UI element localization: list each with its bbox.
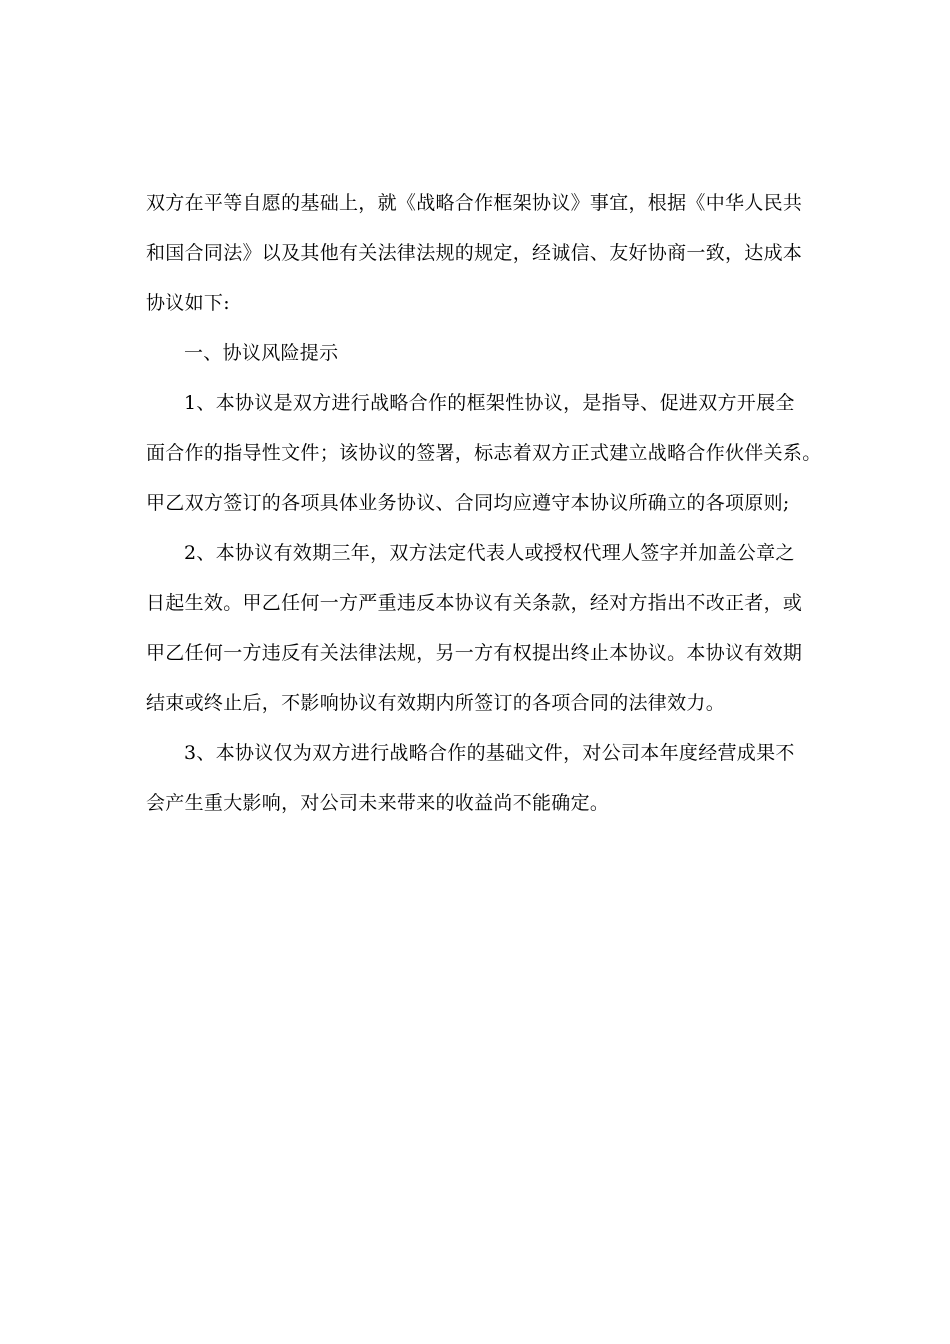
intro-line: 和国合同法》以及其他有关法律法规的规定，经诚信、友好协商一致，达成本 — [146, 242, 803, 264]
clause-line: 甲乙任何一方违反有关法律法规，另一方有权提出终止本协议。本协议有效期 — [146, 642, 803, 664]
clause-line: 1、本协议是双方进行战略合作的框架性协议，是指导、促进双方开展全 — [184, 392, 795, 414]
clause-line: 3、本协议仅为双方进行战略合作的基础文件，对公司本年度经营成果不 — [184, 742, 795, 764]
clause-3 — [146, 728, 826, 828]
clause-1 — [146, 378, 826, 528]
intro-line: 双方在平等自愿的基础上，就《战略合作框架协议》事宜，根据《中华人民共 — [146, 192, 803, 214]
document-body — [146, 178, 826, 828]
clause-line: 甲乙双方签订的各项具体业务协议、合同均应遵守本协议所确立的各项原则; — [146, 492, 790, 514]
clause-line: 日起生效。甲乙任何一方严重违反本协议有关条款，经对方指出不改正者，或 — [146, 592, 803, 614]
clause-2 — [146, 528, 826, 728]
clause-line: 结束或终止后，不影响协议有效期内所签订的各项合同的法律效力。 — [146, 692, 726, 714]
clause-line: 2、本协议有效期三年，双方法定代表人或授权代理人签字并加盖公章之 — [184, 542, 795, 564]
intro-line: 协议如下: — [146, 292, 230, 314]
clause-line: 会产生重大影响，对公司未来带来的收益尚不能确定。 — [146, 792, 610, 814]
intro-paragraph — [146, 178, 826, 328]
clause-line: 面合作的指导性文件；该协议的签署，标志着双方正式建立战略合作伙伴关系。 — [146, 442, 822, 464]
section-heading: 一、协议风险提示 — [184, 342, 339, 364]
